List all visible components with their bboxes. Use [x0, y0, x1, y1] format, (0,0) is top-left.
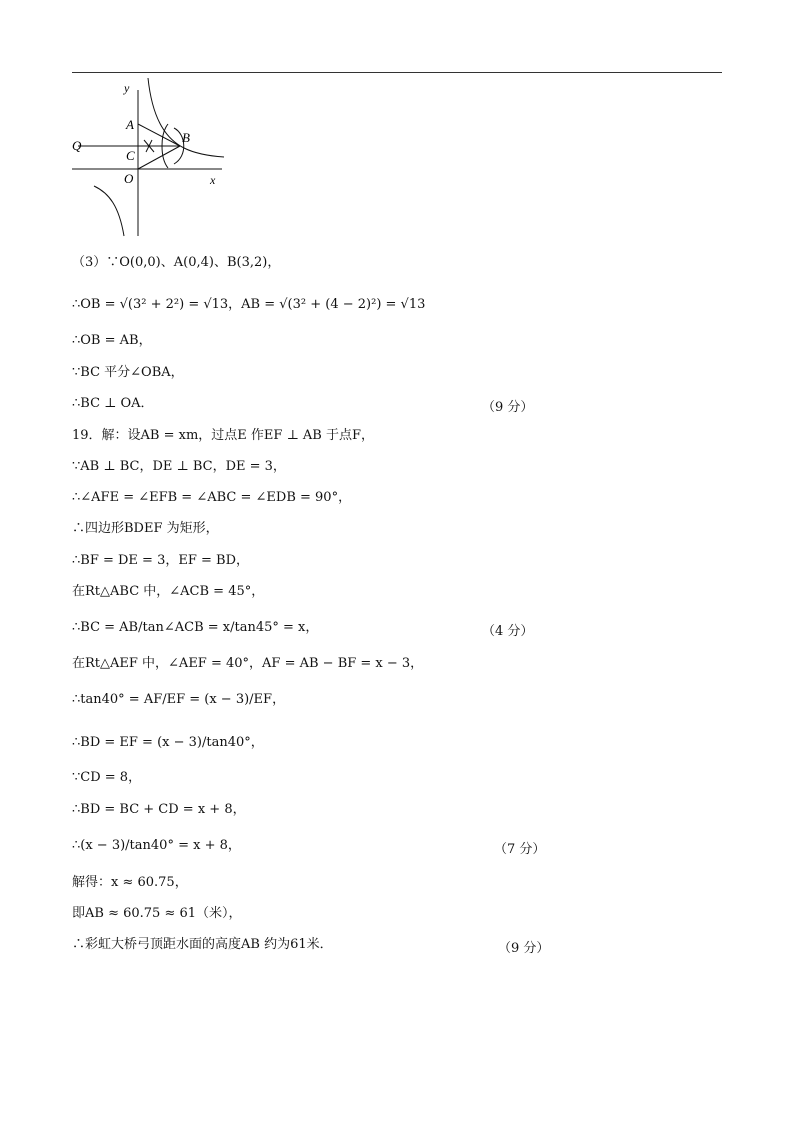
label-c: C: [126, 148, 135, 163]
solution-line: 解得：x ≈ 60.75，: [72, 875, 188, 890]
segment-ob: [138, 146, 180, 169]
score-mark: （9 分）: [482, 400, 534, 415]
solution-line: ∴四边形BDEF 为矩形，: [72, 521, 219, 536]
label-b: B: [182, 130, 190, 145]
solution-line: ∴∠AFE = ∠EFB = ∠ABC = ∠EDB = 90°，: [72, 490, 352, 505]
solution-line: ∴OB = √(3² + 2²) = √13，AB = √(3² + (4 − 2)²) = √13: [72, 297, 426, 312]
solution-line: ∴tan40° = AF/EF = (x − 3)/EF，: [72, 692, 286, 707]
segment-ab: [138, 124, 180, 146]
solution-line: ∴BC ⊥ OA．: [72, 396, 154, 411]
solution-line: ∴(x − 3)/tan40° = x + 8，: [72, 838, 241, 853]
hyperbola-upper: [148, 78, 224, 157]
coordinate-figure: [64, 76, 234, 246]
solution-line: （3）∵O(0,0)、A(0,4)、B(3,2)，: [72, 255, 281, 270]
label-o: O: [124, 171, 134, 186]
solution-line: ∵BC 平分∠OBA，: [72, 365, 184, 380]
solution-line: ∵AB ⊥ BC，DE ⊥ BC，DE = 3，: [72, 459, 286, 474]
label-y: y: [124, 81, 130, 95]
score-mark: （9 分）: [498, 941, 550, 956]
score-mark: （7 分）: [494, 842, 546, 857]
solution-line: 在Rt△ABC 中，∠ACB = 45°，: [72, 584, 265, 599]
solution-line: ∴BD = EF = (x − 3)/tan40°，: [72, 735, 264, 750]
label-q: Q: [72, 138, 82, 153]
solution-line: ∴OB = AB，: [72, 333, 152, 348]
label-a: A: [126, 117, 134, 132]
solution-line: ∵CD = 8，: [72, 770, 142, 785]
score-mark: （4 分）: [482, 624, 534, 639]
solution-line: ∴BD = BC + CD = x + 8，: [72, 802, 246, 817]
label-x: x: [210, 173, 216, 187]
solution-line: ∴BF = DE = 3，EF = BD，: [72, 553, 249, 568]
solution-line: 即AB ≈ 60.75 ≈ 61（米），: [72, 906, 242, 921]
solution-line: 19．解：设AB = xm，过点E 作EF ⊥ AB 于点F，: [72, 428, 375, 443]
hyperbola-lower: [94, 186, 124, 236]
top-rule: [72, 72, 722, 73]
solution-line: 在Rt△AEF 中，∠AEF = 40°，AF = AB − BF = x − 3，: [72, 656, 424, 671]
solution-line: ∴BC = AB/tan∠ACB = x/tan45° = x，: [72, 620, 319, 635]
solution-line: ∴彩虹大桥弓顶距水面的高度AB 约为61米．: [72, 937, 333, 952]
